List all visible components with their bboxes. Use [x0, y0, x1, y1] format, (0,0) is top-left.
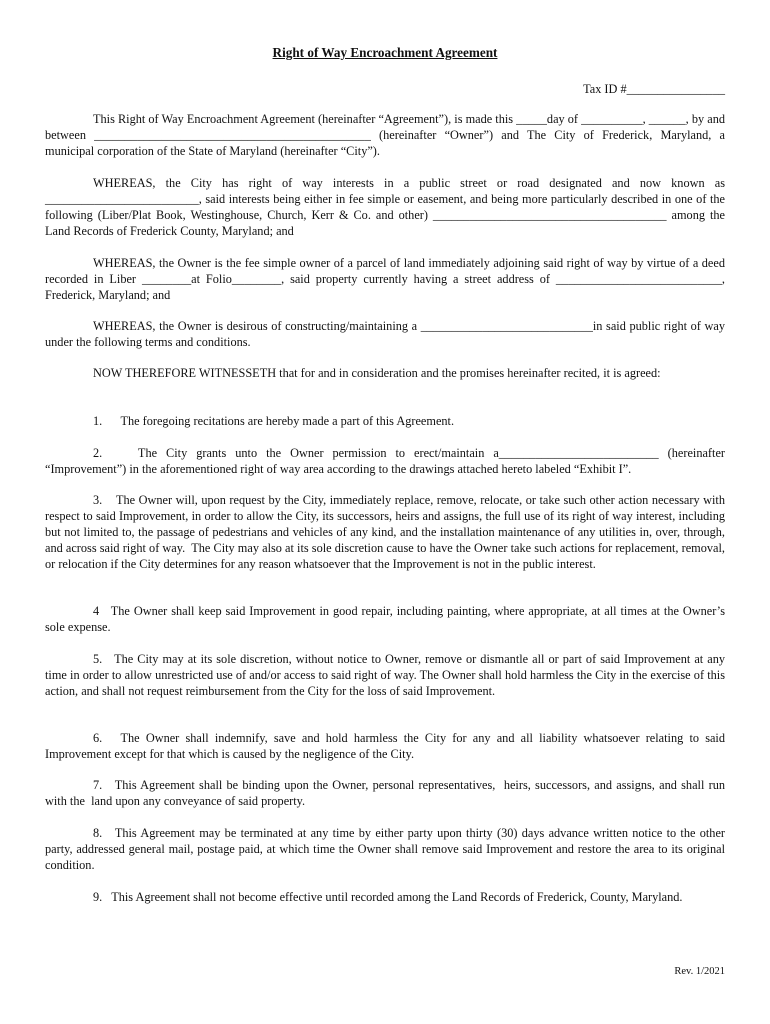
clause-8	[45, 825, 729, 873]
witnesseth-text: NOW THEREFORE WITNESSETH that for and in consideration and the promises hereinafter recited, it is agreed:	[93, 366, 661, 380]
clause-1	[45, 413, 725, 429]
whereas-2-text: WHEREAS, the Owner is the fee simple owner of a parcel of land immediately adjoining said right of way by virtue of a deed recorded in Liber ________at Folio________, said property currently having a street address of ___________________________, Frederick, Maryland; and	[45, 256, 725, 302]
clause-6-text: 6. The Owner shall indemnify, save and hold harmless the City for any and all liability whatsoever relating to said Improvement except for that which is caused by the negligence of the City.	[45, 731, 729, 761]
clause-2-text: 2. The City grants unto the Owner permission to erect/maintain a__________________________ (hereinafter “Improvement”) in the aforementioned right of way area according to the drawings attached hereto labeled “Exhibit I”.	[45, 446, 729, 476]
whereas-1-text: WHEREAS, the City has right of way interests in a public street or road designated and now known as _________________________, said interests being either in fee simple or easement, and being more particularly described in one of the following (Liber/Plat Book, Westinghouse, Church, Kerr & Co. and other) ______________________________________ among the Land Records of Frederick County, Maryland; and	[45, 176, 725, 238]
clause-4-text: 4 The Owner shall keep said Improvement in good repair, including painting, where appropriate, at all times at the Owner’s sole expense.	[45, 604, 729, 634]
preamble-text: This Right of Way Encroachment Agreement (hereinafter “Agreement”), is made this _____day of __________, ______, by and between _____________________________________________ (hereinafter “Owner”) and The City of Frederick, Maryland, a municipal corporation of the State of Maryland (hereinafter “City”).	[45, 112, 725, 158]
whereas-3-text: WHEREAS, the Owner is desirous of constructing/maintaining a ____________________________in said public right of way under the following terms and conditions.	[45, 319, 725, 349]
clause-7	[45, 777, 729, 809]
clause-6	[45, 730, 729, 762]
clause-7-text: 7. This Agreement shall be binding upon the Owner, personal representatives, heirs, successors, and assigns, and shall run with the land upon any conveyance of said property.	[45, 778, 729, 808]
clause-4	[45, 603, 729, 635]
document-title: Right of Way Encroachment Agreement	[272, 45, 498, 60]
clause-9-text: 9. This Agreement shall not become effective until recorded among the Land Records of Frederick, County, Maryland.	[93, 890, 683, 904]
revision-label: Rev. 1/2021	[674, 966, 725, 977]
whereas-paragraph-3	[45, 318, 725, 350]
whereas-paragraph-2	[45, 255, 725, 303]
clause-3	[45, 492, 729, 572]
tax-id-field: Tax ID #________________	[583, 82, 725, 96]
clause-1-text: 1. The foregoing recitations are hereby made a part of this Agreement.	[93, 414, 455, 428]
clause-5-text: 5. The City may at its sole discretion, without notice to Owner, remove or dismantle all or part of said Improvement at any time in order to allow unrestricted use of and/or access to said right of way. The Owner shall hold harmless the City in the exercise of this action, and shall not request reimbursement from the City for the loss of said Improvement.	[45, 652, 729, 698]
clause-2	[45, 445, 729, 477]
clause-9	[45, 889, 725, 905]
preamble-paragraph	[45, 111, 725, 159]
clause-5	[45, 651, 729, 699]
whereas-paragraph-1	[45, 175, 725, 239]
witnesseth-paragraph	[45, 365, 725, 381]
clause-8-text: 8. This Agreement may be terminated at any time by either party upon thirty (30) days advance written notice to the other party, addressed general mail, postage paid, at which time the Owner shall remove said Improvement and restore the area to its original condition.	[45, 826, 729, 872]
clause-3-text: 3. The Owner will, upon request by the City, immediately replace, remove, relocate, or take such other action necessary with respect to said Improvement, in order to allow the City, its successors, heirs and assigns, the full use of its right of way interest, including but not limited to, the passage of pedestrians and vehicles of any kind, and the installation maintenance of any utilities in, over, through, and across said right of way. The City may also at its sole discretion cause to have the Owner take such actions for replacement, removal, or relocation if the City determines for any reason whatsoever that the Improvement is not in the public interest.	[45, 493, 729, 571]
